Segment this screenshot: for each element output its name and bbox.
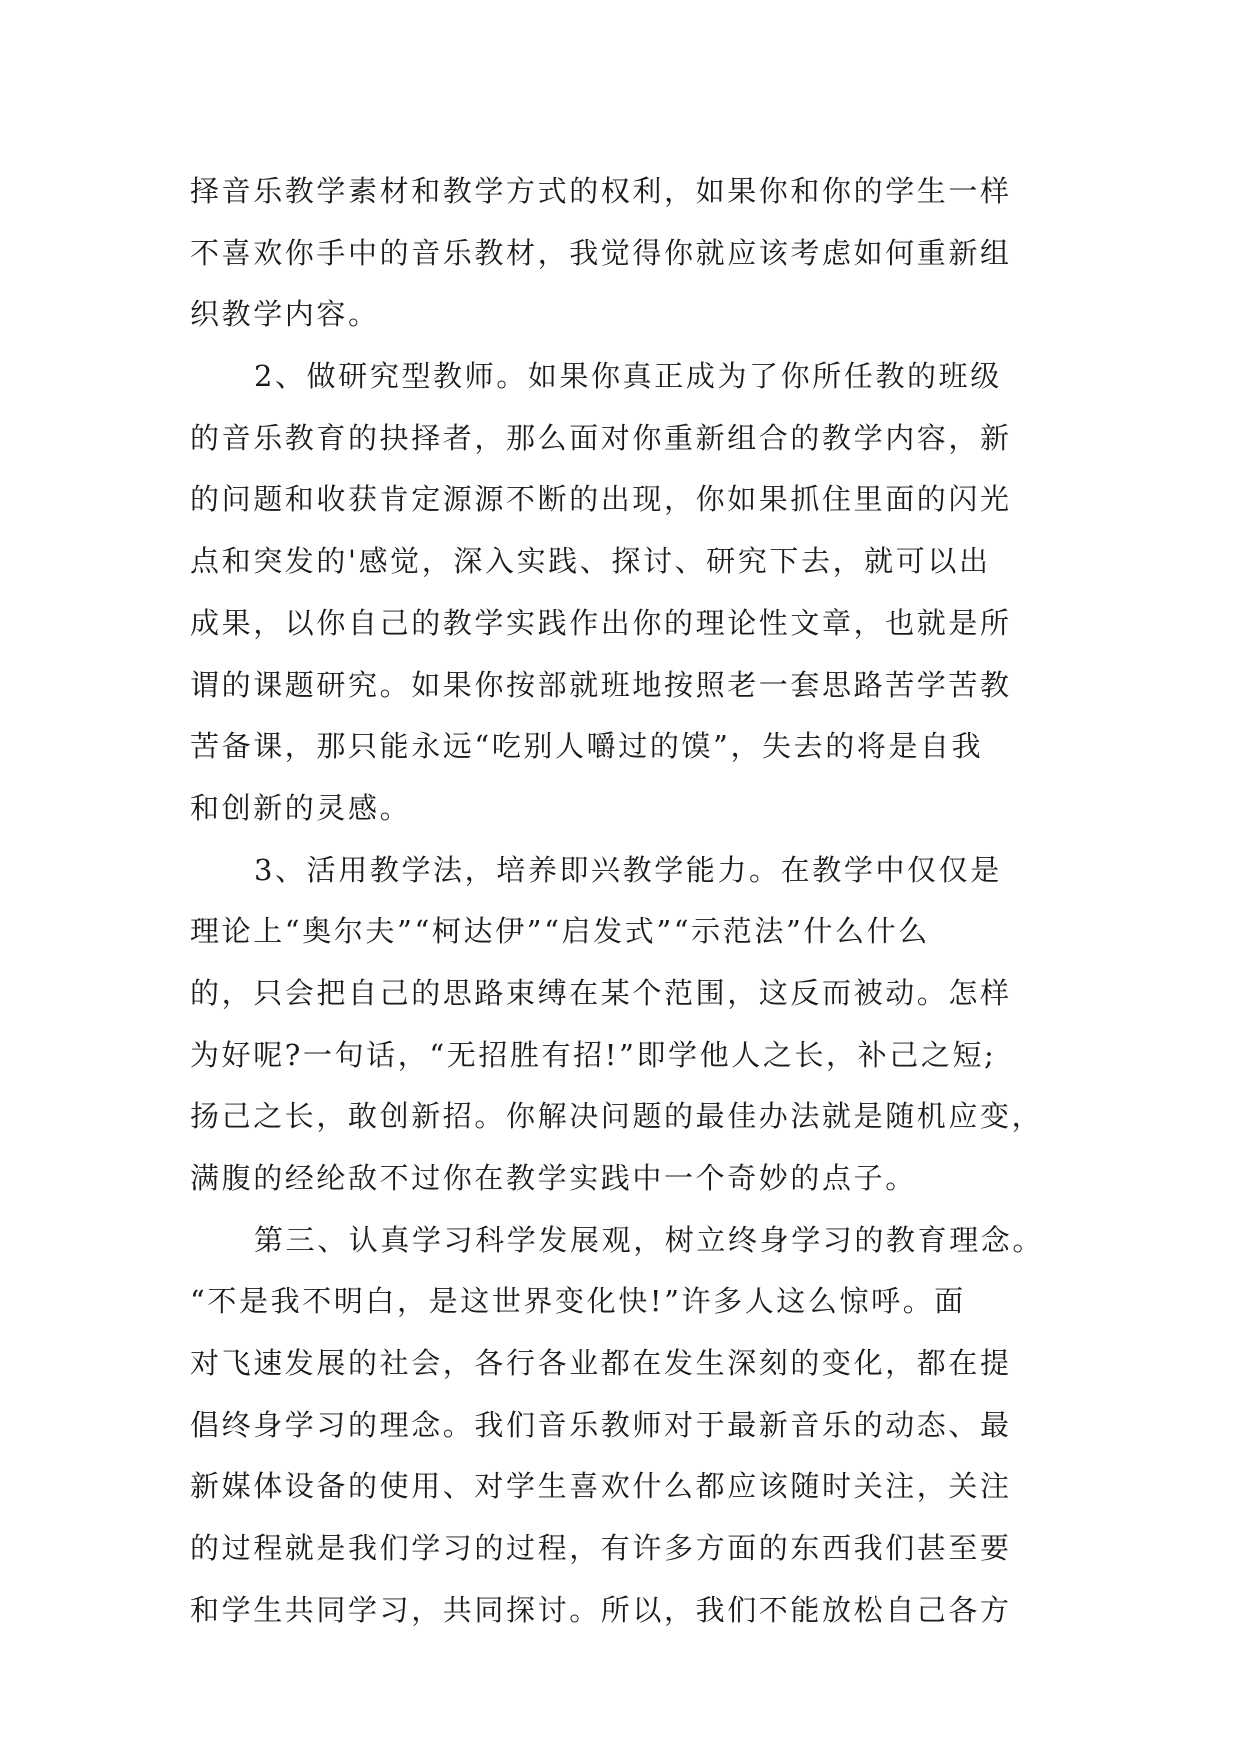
text-line: 扬己之长，敢创新招。你解决问题的最佳办法就是随机应变， <box>190 1099 1044 1134</box>
text-line: 理论上“奥尔夫”“柯达伊”“启发式”“示范法”什么什么 <box>190 914 930 949</box>
text-line: 和创新的灵感。 <box>190 790 412 825</box>
text-line: 为好呢?一句话，“无招胜有招!”即学他人之长，补己之短; <box>190 1037 997 1072</box>
paragraph-start-line: 2、做研究型教师。如果你真正成为了你所任教的班级 <box>254 359 1002 394</box>
text-line: 的，只会把自己的思路束缚在某个范围，这反而被动。怎样 <box>190 975 1012 1010</box>
text-line: 苦备课，那只能永远“吃别人嚼过的馍”，失去的将是自我 <box>190 729 984 764</box>
text-line: 对飞速发展的社会，各行各业都在发生深刻的变化，都在提 <box>190 1346 1012 1381</box>
text-line: 的音乐教育的抉择者，那么面对你重新组合的教学内容，新 <box>190 420 1012 455</box>
text-line: 倡终身学习的理念。我们音乐教师对于最新音乐的动态、最 <box>190 1407 1012 1442</box>
text-line: 织教学内容。 <box>190 297 380 332</box>
text-line: 不喜欢你手中的音乐教材，我觉得你就应该考虑如何重新组 <box>190 235 1012 270</box>
text-line: 和学生共同学习，共同探讨。所以，我们不能放松自己各方 <box>190 1592 1012 1627</box>
text-line: 的过程就是我们学习的过程，有许多方面的东西我们甚至要 <box>190 1531 1012 1566</box>
text-line: 新媒体设备的使用、对学生喜欢什么都应该随时关注，关注 <box>190 1469 1012 1504</box>
text-line: 成果，以你自己的教学实践作出你的理论性文章，也就是所 <box>190 605 1012 640</box>
paragraph-start-line: 第三、认真学习科学发展观，树立终身学习的教育理念。 <box>254 1222 1045 1257</box>
text-line: 满腹的经纶敌不过你在教学实践中一个奇妙的点子。 <box>190 1161 917 1195</box>
text-line: 点和突发的'感觉，深入实践、探讨、研究下去，就可以出 <box>190 544 991 579</box>
paragraph-start-line: 3、活用教学法，培养即兴教学能力。在教学中仅仅是 <box>254 852 1002 887</box>
text-line: 择音乐教学素材和教学方式的权利，如果你和你的学生一样 <box>190 174 1012 208</box>
text-line: 谓的课题研究。如果你按部就班地按照老一套思路苦学苦教 <box>190 667 1012 702</box>
text-line: “不是我不明白，是这世界变化快!”许多人这么惊呼。面 <box>190 1284 966 1319</box>
body-text <box>190 161 1052 1642</box>
text-line: 的问题和收获肯定源源不断的出现，你如果抓住里面的闪光 <box>190 482 1012 517</box>
